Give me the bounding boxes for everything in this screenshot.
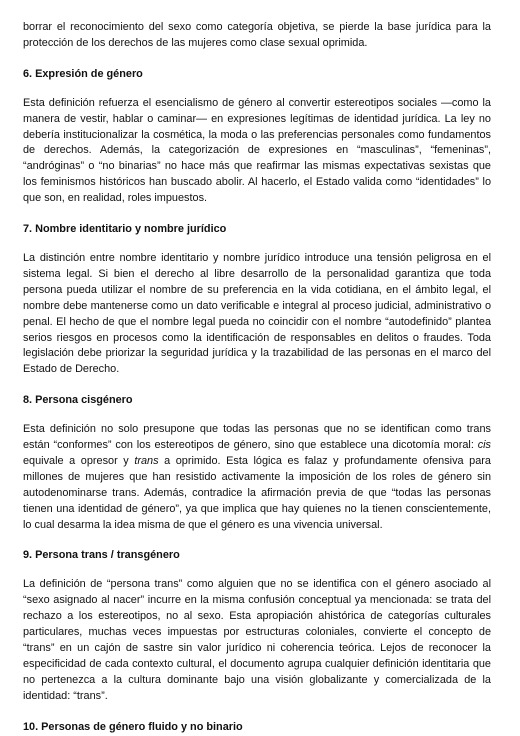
- intro-paragraph: borrar el reconocimiento del sexo como categoría objetiva, se pierde la base jurídica para la protección de los derechos de las mujeres como clase sexual oprimida.: [23, 21, 491, 49]
- document-page: [23, 20, 491, 736]
- body-8-part-b: equivale a opresor y: [23, 454, 135, 467]
- section-heading-6: 6. Expresión de género: [23, 67, 143, 80]
- section-body-7: La distinción entre nombre identitario y nombre jurídico introduce una tensión peligrosa en el sistema legal. Si bien el derecho al libre desarrollo de la personalidad garantiza que toda persona pueda utilizar el nombre de su preferencia en la vida cotidiana, en el ámbito legal, el nombre debe mantenerse como un dato verificable e integral al proceso judicial, administrativo o penal. El hecho de que el nombre legal pueda no coincidir con el nombre “autodefinido” plantea serios riesgos en procesos como la identificación de responsables en delitos o fraudes. Toda legislación debe priorizar la seguridad jurídica y la trazabilidad de las personas en el marco del Estado de Derecho.: [23, 251, 491, 376]
- section-heading-9: 9. Persona trans / transgénero: [23, 549, 180, 562]
- section-heading-8: 8. Persona cisgénero: [23, 394, 133, 407]
- section-body-6: Esta definición refuerza el esencialismo de género al convertir estereotipos sociales —como la manera de vestir, hablar o caminar— en expresiones legítimas de identidad jurídica. La ley no debería institucionalizar la cosmética, la moda o las preferencias personales como fundamentos de derechos. Además, la categorización de expresiones en “masculinas”, “femeninas”, “andróginas” o “no binarias” no hace más que reafirmar las mismas expectativas sexistas que los feminismos históricos han buscado abolir. Al hacerlo, el Estado valida como “identidades” lo que son, en realidad, roles impuestos.: [23, 96, 491, 205]
- body-8-part-c: a oprimido. Esta lógica es falaz y profundamente ofensiva para millones de mujeres que han resistido activamente la imposición de los roles de género sin autodenominarse trans. Además, contradice la afirmación previa de que “todas las personas tienen una identidad de género”, ya que implica que hay quienes no la tienen conscientemente, lo cual desarma la idea misma de que el género es una vivencia universal.: [23, 454, 491, 531]
- body-8-trans-term: trans: [134, 454, 159, 467]
- section-body-8: [23, 422, 491, 533]
- body-8-part-a: Esta definición no solo presupone que todas las personas que no se identifican como trans están “conformes” con los estereotipos de género, sino que establece una dicotomía moral:: [23, 423, 491, 452]
- section-body-9: La definición de “persona trans” como alguien que no se identifica con el género asociado al “sexo asignado al nacer” incurre en la misma confusión conceptual ya mencionada: se trata del rechazo a los estereotipos, no al sexo. Esta apropiación ahistórica de categorías culturales particulares, muchas veces impuestas por estructuras coloniales, convierte el concepto de “trans” en un cajón de sastre sin valor jurídico ni coherencia teórica. Lejos de reconocer la especificidad de cada contexto cultural, el documento agrupa cualquier definición identitaria que no pertenezca a la cultura dominante bajo una visión globalizante y comercializada de la identidad: “trans”.: [23, 578, 491, 702]
- section-heading-10: 10. Personas de género fluido y no binario: [23, 720, 243, 733]
- section-heading-7: 7. Nombre identitario y nombre jurídico: [23, 223, 227, 236]
- body-8-cis-term: cis: [477, 439, 491, 452]
